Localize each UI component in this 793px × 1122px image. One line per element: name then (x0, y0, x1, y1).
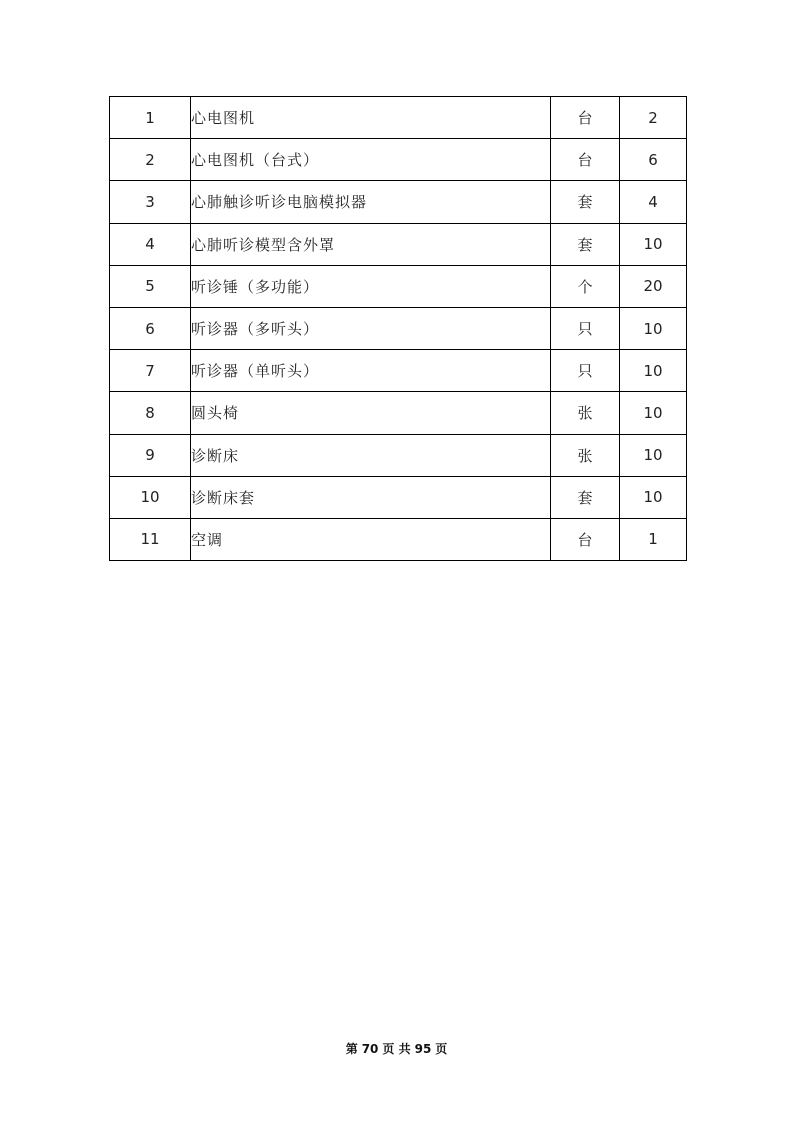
unit-cell: 台 (551, 518, 620, 560)
table-row (110, 307, 687, 349)
quantity-cell: 10 (620, 392, 687, 434)
table-row (110, 139, 687, 181)
unit-cell: 套 (551, 181, 620, 223)
page-footer (0, 1040, 793, 1057)
item-name-cell: 心肺触诊听诊电脑模拟器 (191, 181, 551, 223)
quantity-cell: 10 (620, 223, 687, 265)
row-number-cell: 10 (110, 476, 191, 518)
quantity-cell: 10 (620, 350, 687, 392)
item-name-cell: 听诊器（多听头） (191, 307, 551, 349)
row-number-cell: 3 (110, 181, 191, 223)
unit-cell: 台 (551, 139, 620, 181)
row-number-cell: 6 (110, 307, 191, 349)
quantity-cell: 1 (620, 518, 687, 560)
quantity-cell: 6 (620, 139, 687, 181)
equipment-table (109, 96, 687, 561)
table-row (110, 518, 687, 560)
row-number-cell: 9 (110, 434, 191, 476)
quantity-cell: 10 (620, 476, 687, 518)
item-name-cell: 听诊锤（多功能） (191, 265, 551, 307)
row-number-cell: 7 (110, 350, 191, 392)
unit-cell: 张 (551, 434, 620, 476)
table-row (110, 350, 687, 392)
footer-mid: 页 共 (382, 1042, 411, 1056)
table-row (110, 392, 687, 434)
equipment-table-body (110, 97, 687, 561)
item-name-cell: 圆头椅 (191, 392, 551, 434)
item-name-cell: 诊断床套 (191, 476, 551, 518)
footer-current-page: 70 (361, 1042, 379, 1056)
row-number-cell: 1 (110, 97, 191, 139)
row-number-cell: 2 (110, 139, 191, 181)
unit-cell: 只 (551, 350, 620, 392)
item-name-cell: 心肺听诊模型含外罩 (191, 223, 551, 265)
unit-cell: 个 (551, 265, 620, 307)
quantity-cell: 10 (620, 307, 687, 349)
unit-cell: 只 (551, 307, 620, 349)
unit-cell: 套 (551, 476, 620, 518)
table-row (110, 265, 687, 307)
quantity-cell: 20 (620, 265, 687, 307)
item-name-cell: 空调 (191, 518, 551, 560)
table-row (110, 223, 687, 265)
item-name-cell: 诊断床 (191, 434, 551, 476)
row-number-cell: 8 (110, 392, 191, 434)
table-row (110, 434, 687, 476)
row-number-cell: 5 (110, 265, 191, 307)
item-name-cell: 心电图机（台式） (191, 139, 551, 181)
table-row (110, 97, 687, 139)
item-name-cell: 听诊器（单听头） (191, 350, 551, 392)
quantity-cell: 10 (620, 434, 687, 476)
quantity-cell: 4 (620, 181, 687, 223)
row-number-cell: 11 (110, 518, 191, 560)
unit-cell: 台 (551, 97, 620, 139)
quantity-cell: 2 (620, 97, 687, 139)
table-row (110, 181, 687, 223)
footer-prefix: 第 (345, 1042, 358, 1056)
item-name-cell: 心电图机 (191, 97, 551, 139)
footer-total-pages: 95 (414, 1042, 432, 1056)
row-number-cell: 4 (110, 223, 191, 265)
table-row (110, 476, 687, 518)
footer-suffix: 页 (435, 1042, 448, 1056)
unit-cell: 套 (551, 223, 620, 265)
unit-cell: 张 (551, 392, 620, 434)
